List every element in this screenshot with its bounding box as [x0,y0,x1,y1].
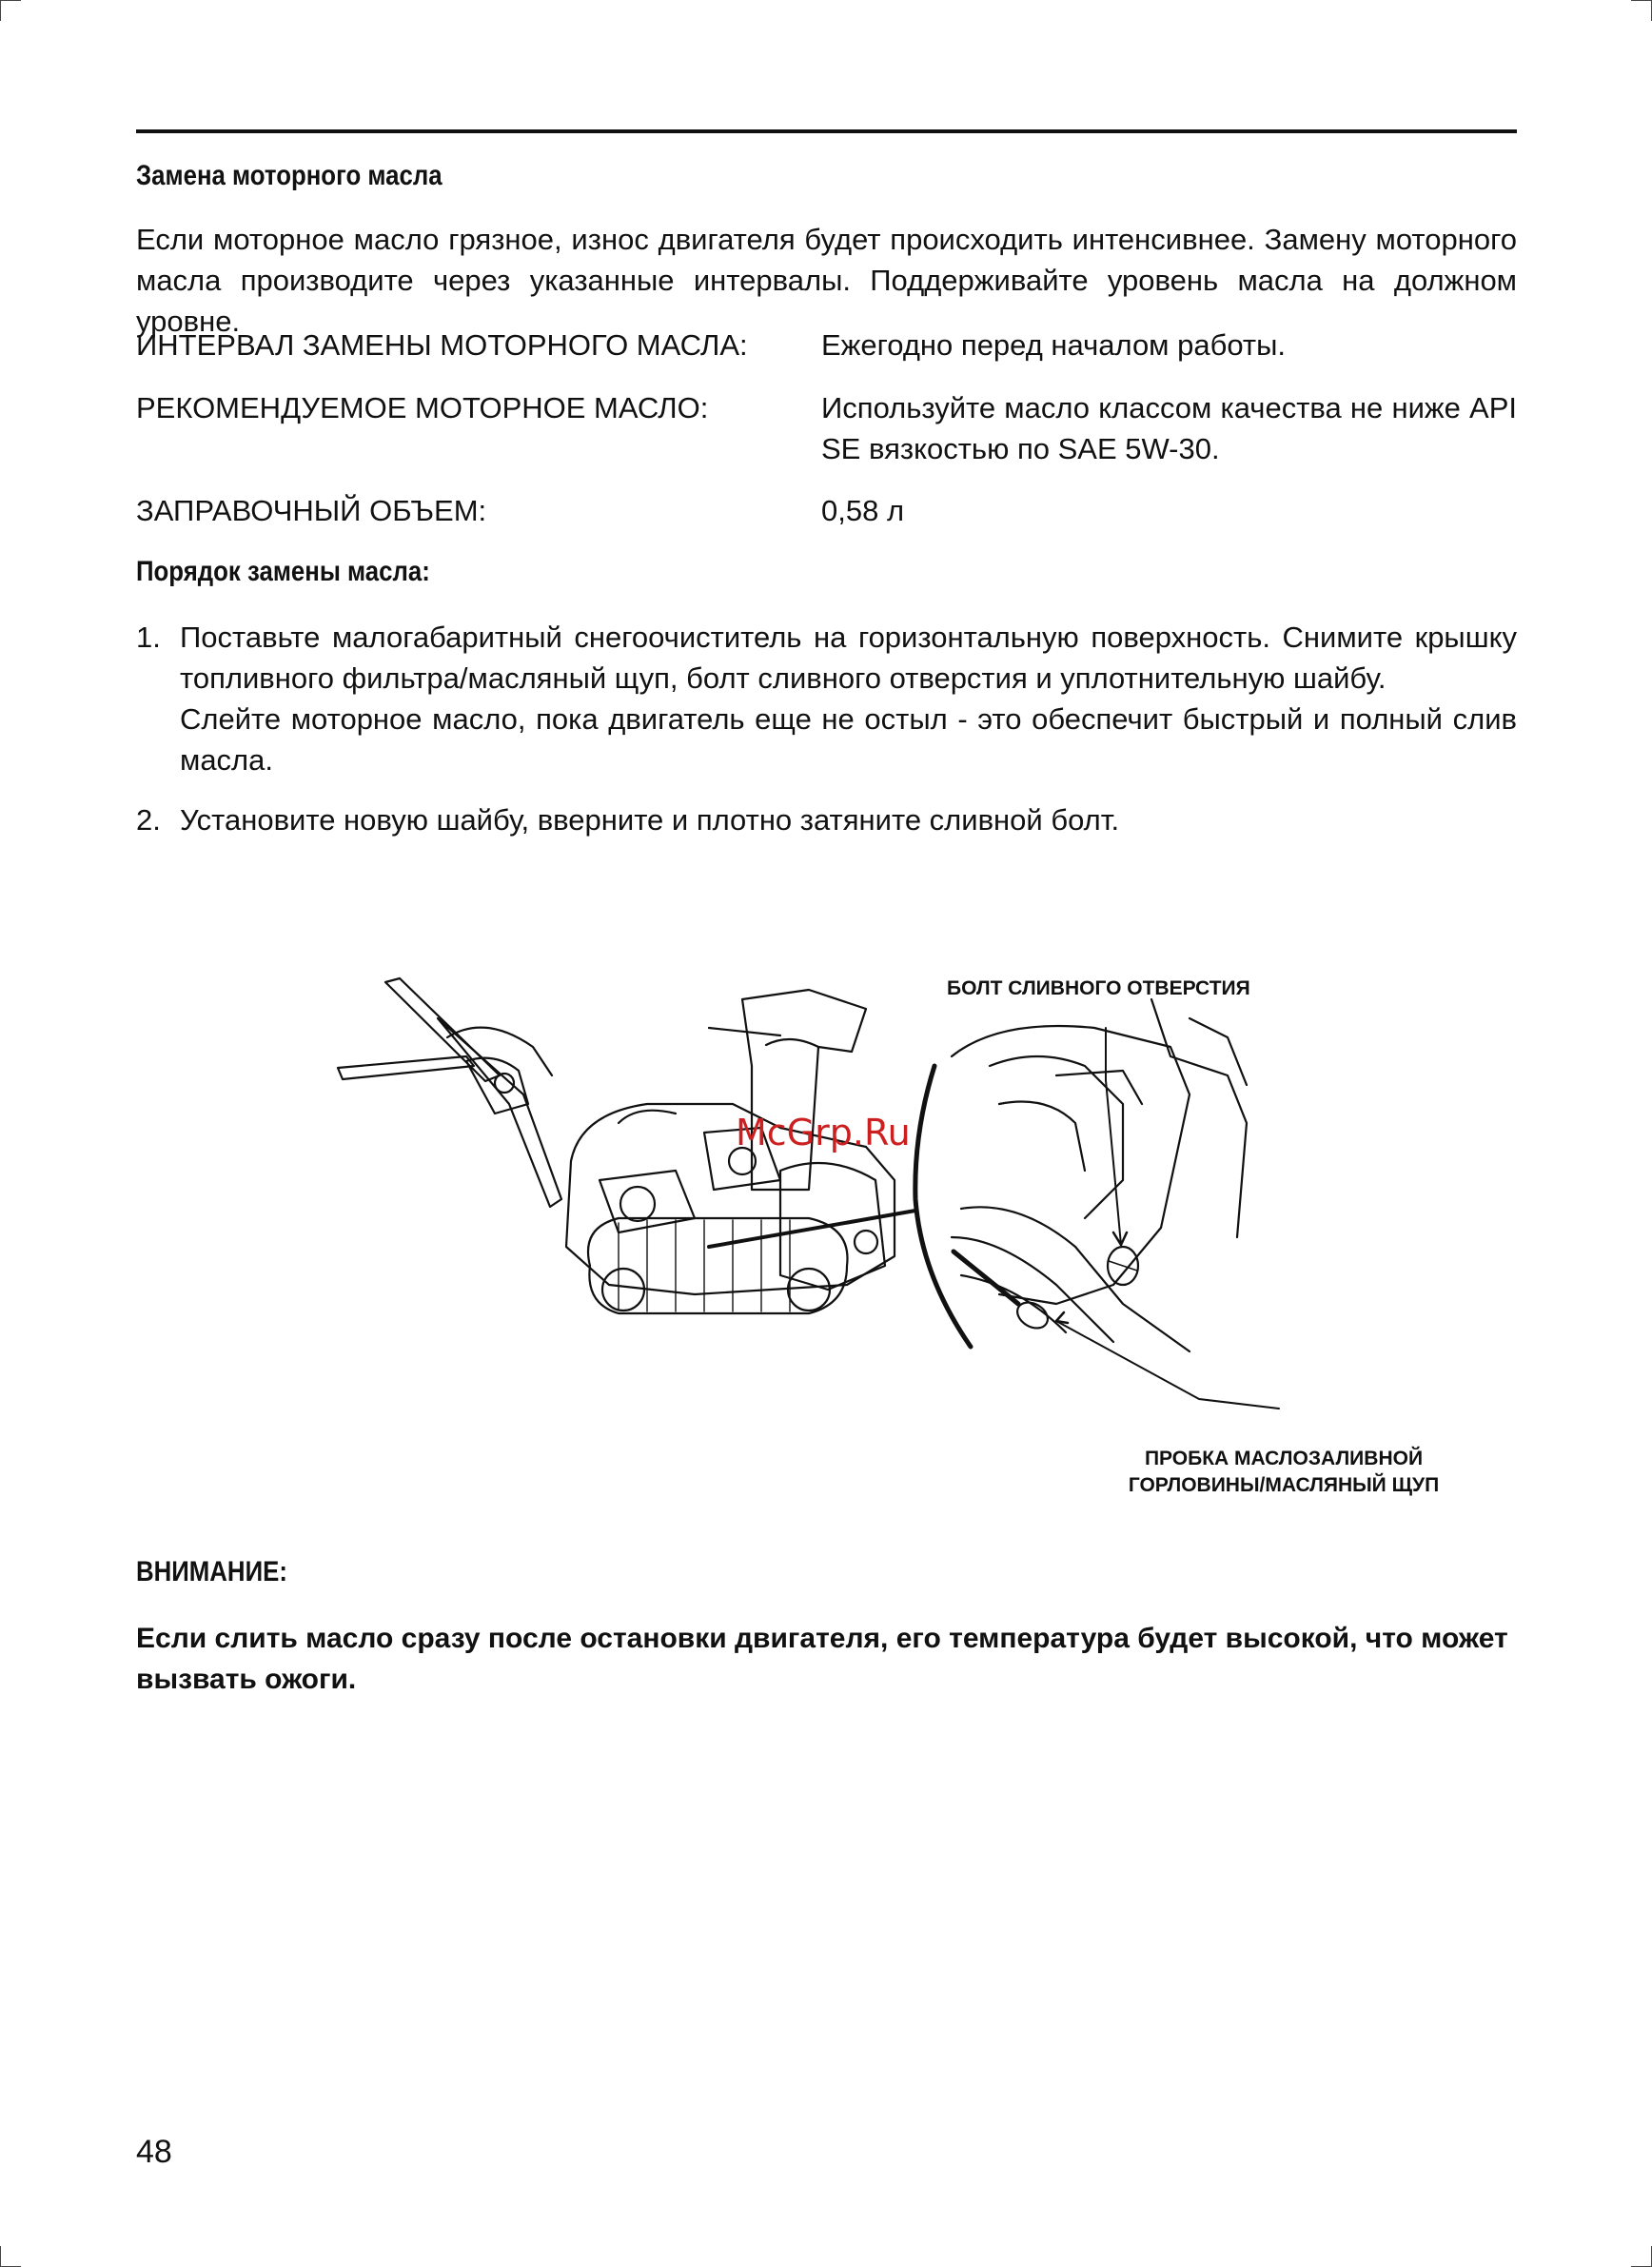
crop-mark [1631,0,1652,1]
page-number: 48 [136,2134,172,2170]
crop-mark [0,0,21,1]
warning-title: ВНИМАНИЕ: [136,1556,287,1587]
step-number: 1. [136,621,161,654]
callout-filler-line2: ГОРЛОВИНЫ/МАСЛЯНЫЙ ЩУП [1128,1474,1440,1496]
steps-list [136,617,1517,840]
crop-mark [0,0,1,21]
spec-value-capacity: 0,58 л [821,494,905,527]
leader-drain-bolt [1106,1028,1121,1245]
spec-value-interval: Ежегодно перед началом работы. [821,328,1286,362]
dipstick [954,1252,1018,1304]
section-title: Замена моторного масла [136,160,442,191]
crop-mark [0,2246,1,2267]
callout-filler-line1: ПРОБКА МАСЛОЗАЛИВНОЙ [1144,1448,1424,1469]
intro-paragraph: Если моторное масло грязное, износ двигателя будет происходить интенсивнее. Замену моторного масла производите через указанные интервалы. Поддерживайте уровень масла на должном уровне. [136,223,1517,338]
spec-value-oil: Используйте масло классом качества не ниже API SE вязкостью по SAE 5W-30. [821,391,1517,465]
step-text: Установите новую шайбу, вверните и плотно затяните сливной болт. [180,803,1120,837]
callout-drain-bolt: БОЛТ СЛИВНОГО ОТВЕРСТИЯ [947,977,1250,999]
handle-left [338,1056,474,1079]
callout-filler-cap [1093,1446,1474,1499]
leader-dipstick [1056,1321,1279,1409]
discharge-chute [742,990,866,1190]
control-box [466,1058,528,1114]
spec-label-interval: ИНТЕРВАЛ ЗАМЕНЫ МОТОРНОГО МАСЛА: [136,328,748,362]
snowblower-oil-diagram [333,961,1475,1513]
list-item [136,799,1517,840]
magnifier-arc [915,1066,971,1347]
step-text: Поставьте малогабаритный снегоочиститель на горизонтальную поверхность. Снимите крышку топливного фильтра/масляный щуп, болт сливного отверстия и уплотнительную шайбу. [180,621,1517,695]
step-text: Слейте моторное масло, пока двигатель еще не остыл - это обеспечит быстрый и полный слив масла. [180,702,1517,777]
warning-text: Если слить масло сразу после остановки двигателя, его температура будет высокой, что может вызвать ожоги. [136,1623,1508,1695]
list-item [136,617,1517,780]
header-rule [136,129,1517,133]
spec-label-capacity: ЗАПРАВОЧНЫЙ ОБЪЕМ: [136,494,487,527]
track [588,1218,848,1313]
spec-label-oil: РЕКОМЕНДУЕМОЕ МОТОРНОЕ МАСЛО: [136,391,709,424]
step-number: 2. [136,803,161,837]
pointer-line [709,1211,915,1247]
procedure-title: Порядок замены масла: [136,556,430,587]
watermark: McGrp.Ru [736,1112,911,1153]
handle-upper [385,978,500,1081]
